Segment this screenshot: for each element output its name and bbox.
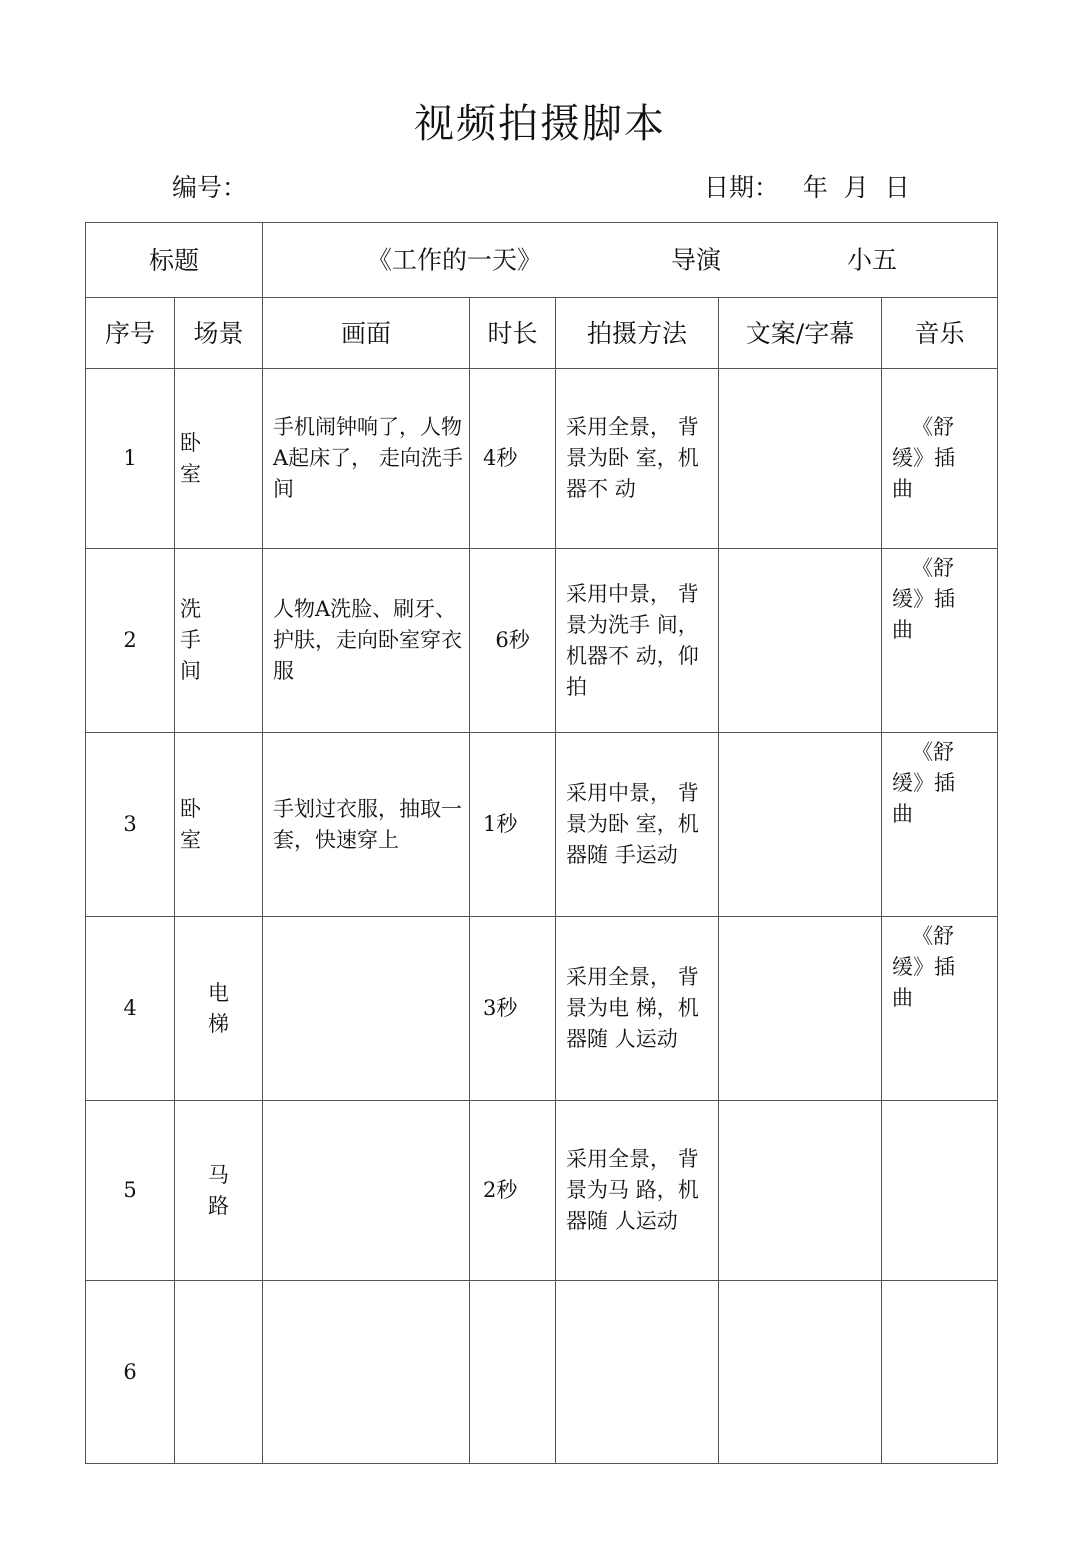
duration-cell: 6秒 [470,549,556,733]
music-cell [882,1281,998,1464]
director-name: 小五 [847,245,898,275]
date-month: 月 [843,173,869,202]
music-line: 缓》插 [892,587,956,611]
music-cell [882,917,998,1101]
scene-cell [175,369,263,549]
column-header: 画面 [263,298,470,369]
table-row [86,549,998,733]
caption-cell [719,369,882,549]
column-header: 场景 [175,298,263,369]
column-header: 音乐 [882,298,998,369]
music-cell [882,549,998,733]
date-day: 日 [884,173,910,202]
caption-cell [719,733,882,917]
scene-char: 马 [208,1162,229,1187]
caption-cell [719,549,882,733]
music-line: 缓》插 [892,446,956,470]
music-line: 曲 [892,986,914,1010]
table-row [86,369,998,549]
method-cell [556,1281,719,1464]
column-header: 序号 [86,298,175,369]
caption-cell [719,1101,882,1281]
duration-cell: 2秒 [470,1101,556,1281]
music-line: 《舒 [912,415,955,439]
table-row [86,1101,998,1281]
music-cell [882,1101,998,1281]
row-number: 4 [86,917,175,1101]
title-row [86,223,998,298]
music-cell [882,733,998,917]
picture-cell [263,1101,470,1281]
scene-char: 卧 [180,796,201,821]
picture-cell: 手划过衣服，抽取一套，快速穿上 [263,733,470,917]
scene-char: 电 [208,980,229,1005]
music-line: 《舒 [912,924,955,948]
scene-cell [175,917,263,1101]
scene-char: 洗 [180,597,201,621]
method-cell: 采用中景， 背景为洗手 间，机器不 动，仰拍 [556,549,719,733]
scene-char: 室 [180,827,201,852]
picture-cell: 手机闹钟响了，人物A起床了， 走向洗手间 [263,369,470,549]
row-number: 1 [86,369,175,549]
scene-char: 手 [180,628,201,652]
scene-cell [175,549,263,733]
column-header: 拍摄方法 [556,298,719,369]
method-cell: 采用全景， 背景为卧 室，机器不 动 [556,369,719,549]
column-header: 时长 [470,298,556,369]
music-line: 缓》插 [892,955,956,979]
music-line: 曲 [892,477,914,501]
music-line: 《舒 [912,740,955,764]
scene-cell [175,1281,263,1464]
row-number: 2 [86,549,175,733]
column-header-row [86,298,998,369]
table-row [86,1281,998,1464]
document-title: 视频拍摄脚本 [414,101,666,147]
date-year: 年 [802,173,828,202]
row-number: 3 [86,733,175,917]
title-label: 标题 [86,223,263,298]
scene-cell [175,733,263,917]
scene-cell [175,1101,263,1281]
music-line: 曲 [892,802,914,826]
table-row [86,733,998,917]
date-label: 日期： [704,173,780,202]
table-row [86,917,998,1101]
director-label: 导演 [671,245,722,275]
music-line: 《舒 [912,556,955,580]
method-cell: 采用全景， 背景为马 路，机器随 人运动 [556,1101,719,1281]
row-number: 6 [86,1281,175,1464]
scene-char: 路 [208,1193,229,1218]
caption-cell [719,917,882,1101]
scene-char: 室 [180,461,201,486]
duration-cell: 4秒 [470,369,556,549]
method-cell: 采用中景， 背景为卧 室，机器随 手运动 [556,733,719,917]
duration-cell: 1秒 [470,733,556,917]
row-number: 5 [86,1101,175,1281]
music-cell [882,369,998,549]
date-field [704,168,910,204]
duration-cell [470,1281,556,1464]
picture-cell: 人物A洗脸、刷牙、护肤，走向卧室穿衣服 [263,549,470,733]
script-table [85,222,998,1464]
column-header: 文案/字幕 [719,298,882,369]
scene-char: 间 [180,659,201,683]
scene-char: 卧 [180,430,201,455]
number-label: 编号： [172,173,248,202]
method-cell: 采用全景， 背景为电 梯，机器随 人运动 [556,917,719,1101]
picture-cell [263,917,470,1101]
music-line: 缓》插 [892,771,956,795]
scene-char: 梯 [208,1011,229,1036]
video-title: 《工作的一天》 [367,245,543,275]
title-info-cell [263,223,998,298]
caption-cell [719,1281,882,1464]
music-line: 曲 [892,618,914,642]
picture-cell [263,1281,470,1464]
duration-cell: 3秒 [470,917,556,1101]
